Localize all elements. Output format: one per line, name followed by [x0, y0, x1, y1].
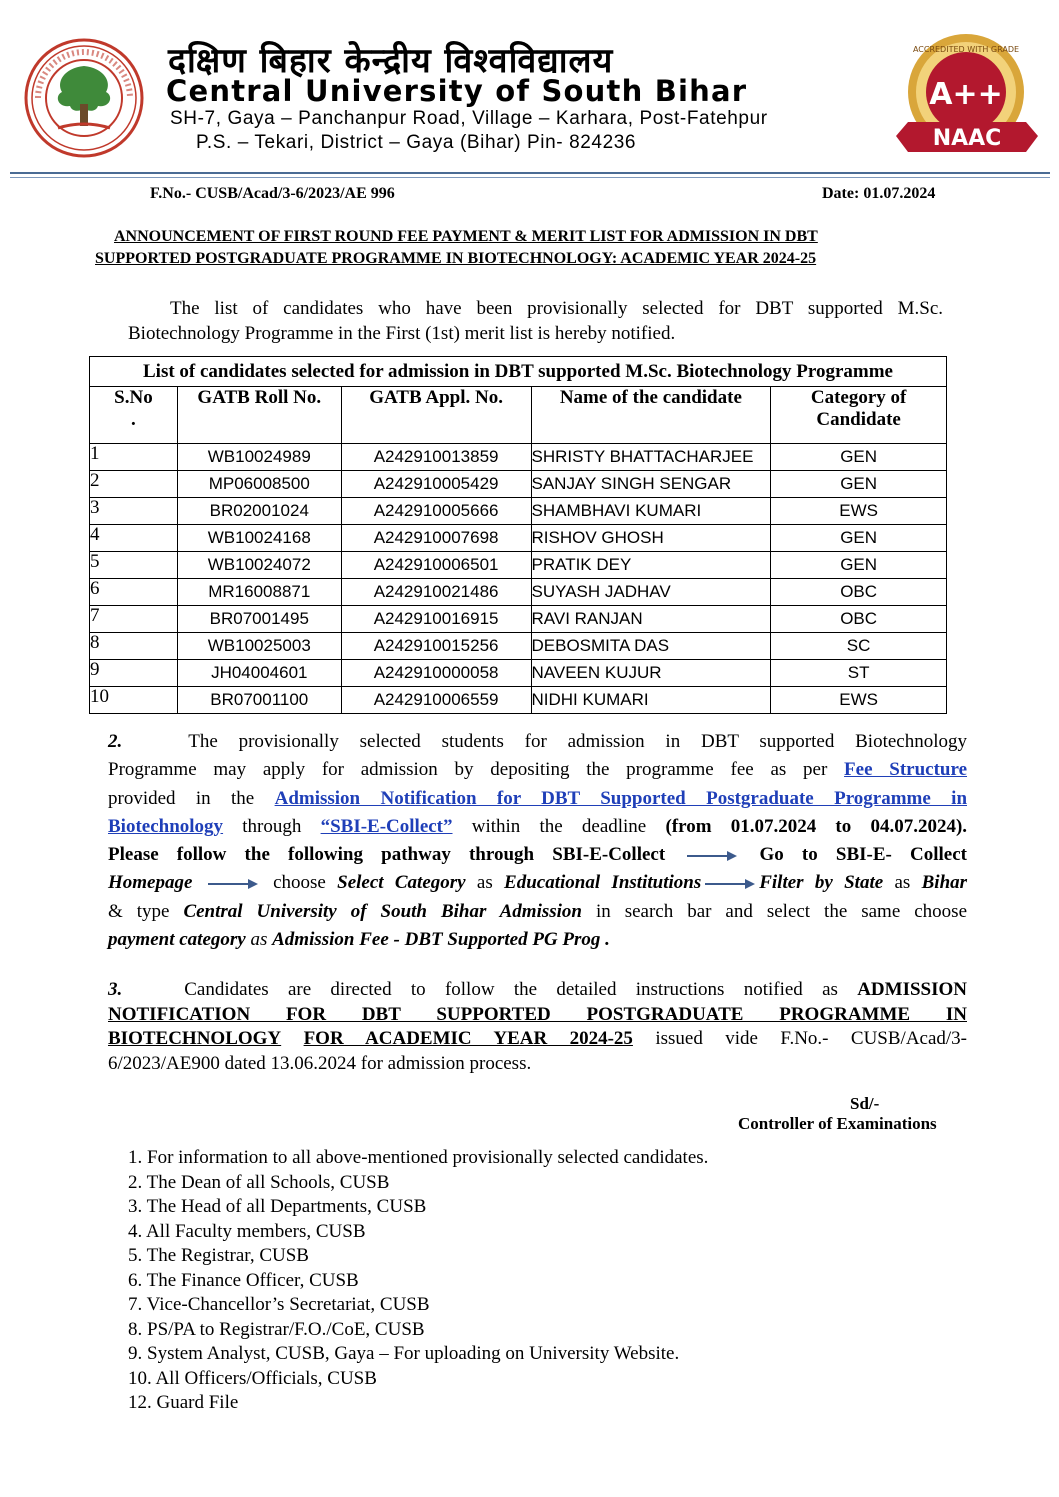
cell-roll-no: WB10024989: [177, 444, 341, 471]
cell-candidate-name: DEBOSMITA DAS: [531, 633, 771, 660]
cell-sno: 10: [90, 687, 178, 714]
sbi-e-collect-link[interactable]: “SBI-E-Collect”: [320, 815, 453, 837]
table-row: [90, 498, 947, 525]
arrow-right-icon: [705, 878, 755, 890]
instructions-paragraph: 3. Candidates are directed to follow the detailed instructions notified as ADMISSION NOTIFICATION FOR DBT SUPPORTED POSTGRADUATE PROGRAMME IN BIOTECHNOLOGY FOR ACADEMIC YEAR 2024-25 issued vide F.No.- CUSB/Acad/3- 6/2023/AE900 dated 13.06.2024 for admission process.: [108, 979, 968, 1074]
table-row: [90, 606, 947, 633]
cell-appl-no: A242910006501: [341, 552, 531, 579]
signature-sd: Sd/-: [850, 1094, 880, 1113]
cell-category: OBC: [771, 606, 947, 633]
cell-appl-no: A242910013859: [341, 444, 531, 471]
candidate-merit-table: [89, 356, 947, 714]
intro-line-2: Biotechnology Programme in the First (1st) merit list is hereby notified.: [128, 323, 676, 344]
cell-sno: 5: [90, 552, 178, 579]
cell-roll-no: JH04004601: [177, 660, 341, 687]
announcement-title-line-2: SUPPORTED POSTGRADUATE PROGRAMME IN BIOTECHNOLOGY: ACADEMIC YEAR 2024-25: [95, 250, 817, 267]
cell-sno: 3: [90, 498, 178, 525]
admission-notification-link-cont[interactable]: Biotechnology: [108, 815, 224, 837]
cell-appl-no: A242910005429: [341, 471, 531, 498]
document-date: Date: 01.07.2024: [822, 185, 936, 202]
cell-appl-no: A242910021486: [341, 579, 531, 606]
university-name-english: Central University of South Bihar: [166, 74, 748, 108]
table-row: [90, 525, 947, 552]
cell-appl-no: A242910005666: [341, 498, 531, 525]
fee-structure-link[interactable]: Fee Structure: [844, 759, 968, 781]
table-caption: List of candidates selected for admission in DBT supported M.Sc. Biotechnology Programme: [90, 357, 947, 387]
distribution-item: 5. The Registrar, CUSB: [128, 1245, 309, 1266]
para2-number: 2.: [108, 731, 123, 752]
header-roll-no: GATB Roll No.: [177, 387, 341, 444]
cell-roll-no: BR07001495: [177, 606, 341, 633]
header-sno: S.No .: [90, 387, 178, 444]
table-row: [90, 552, 947, 579]
table-row: [90, 579, 947, 606]
cell-candidate-name: SUYASH JADHAV: [531, 579, 771, 606]
university-name-hindi: दक्षिण बिहार केन्द्रीय विश्वविद्यालय: [168, 41, 614, 81]
cell-appl-no: A242910015256: [341, 633, 531, 660]
table-row: [90, 471, 947, 498]
cell-roll-no: WB10024168: [177, 525, 341, 552]
cell-sno: 9: [90, 660, 178, 687]
distribution-item: 2. The Dean of all Schools, CUSB: [128, 1171, 390, 1193]
table-header-row: [90, 387, 947, 444]
cell-category: GEN: [771, 525, 947, 552]
cell-candidate-name: PRATIK DEY: [531, 552, 771, 579]
intro-paragraph: [128, 296, 943, 346]
table-row: [90, 633, 947, 660]
naac-ring-text: ACCREDITED WITH GRADE: [912, 45, 1020, 54]
distribution-list: [128, 1146, 708, 1416]
cell-appl-no: A242910006559: [341, 687, 531, 714]
cell-candidate-name: SHAMBHAVI KUMARI: [531, 498, 771, 525]
cell-sno: 4: [90, 525, 178, 552]
university-seal-logo: [24, 38, 144, 158]
naac-accreditation-badge: [888, 30, 1050, 165]
cell-category: GEN: [771, 552, 947, 579]
cell-category: GEN: [771, 471, 947, 498]
distribution-item: 12. Guard File: [128, 1392, 239, 1413]
cell-sno: 1: [90, 444, 178, 471]
distribution-item: 8. PS/PA to Registrar/F.O./CoE, CUSB: [128, 1318, 425, 1340]
cell-candidate-name: SHRISTY BHATTACHARJEE: [531, 444, 771, 471]
arrow-right-icon: [687, 850, 737, 862]
cell-roll-no: BR02001024: [177, 498, 341, 525]
cell-appl-no: A242910016915: [341, 606, 531, 633]
distribution-item: 4. All Faculty members, CUSB: [128, 1220, 366, 1242]
header-appl-no: GATB Appl. No.: [341, 387, 531, 444]
arrow-right-icon: [208, 878, 258, 890]
cell-candidate-name: NAVEEN KUJUR: [531, 660, 771, 687]
cell-category: ST: [771, 660, 947, 687]
cell-candidate-name: RAVI RANJAN: [531, 606, 771, 633]
cell-sno: 6: [90, 579, 178, 606]
cell-appl-no: A242910000058: [341, 660, 531, 687]
naac-label: NAAC: [932, 126, 1002, 151]
announcement-title-line-1: ANNOUNCEMENT OF FIRST ROUND FEE PAYMENT & MERIT LIST FOR ADMISSION IN DBT: [114, 228, 818, 245]
table-row: [90, 660, 947, 687]
para3-number: 3.: [108, 979, 123, 1000]
cell-roll-no: WB10025003: [177, 633, 341, 660]
header-candidate-name: Name of the candidate: [531, 387, 771, 444]
distribution-item: 9. System Analyst, CUSB, Gaya – For uploading on University Website.: [128, 1343, 680, 1364]
table-row: [90, 687, 947, 714]
admission-notification-link[interactable]: Admission Notification for DBT Supported Postgraduate Programme in: [274, 787, 968, 809]
cell-roll-no: MP06008500: [177, 471, 341, 498]
distribution-item: 7. Vice-Chancellor’s Secretariat, CUSB: [128, 1294, 430, 1315]
distribution-item: 6. The Finance Officer, CUSB: [128, 1269, 359, 1291]
intro-line-1: The list of candidates who have been provisionally selected for DBT supported M.Sc.: [170, 298, 943, 319]
fee-payment-paragraph: 2. The provisionally selected students for admission in DBT supported Biotechnology Programme may apply for admission by depositing the programme fee as per Fee Structure provided in the Admission Notification for DBT Supported Postgraduate Programme in Biotechnology through “SBI-E-Collect” within the deadline (from 01.07.2024 to 04.07.2024). Please follow the following pathway through SBI-E-Collect Go to SBI-E- Collect Homepage choose Select Category as Educational Institutions Filter by State as Bihar & type Central University of South Bihar Admission in search bar and select the same choose payment category as Admission Fee - DBT Supported PG Prog .: [108, 731, 968, 951]
distribution-item: 3. The Head of all Departments, CUSB: [128, 1196, 427, 1217]
cell-roll-no: WB10024072: [177, 552, 341, 579]
cell-category: GEN: [771, 444, 947, 471]
cell-sno: 7: [90, 606, 178, 633]
header-divider-thin: [10, 177, 1050, 178]
file-number: F.No.- CUSB/Acad/3-6/2023/AE 996: [150, 185, 395, 202]
cell-category: SC: [771, 633, 947, 660]
address-line-1: SH-7, Gaya – Panchanpur Road, Village – Karhara, Post-Fatehpur: [170, 108, 768, 129]
cell-candidate-name: SANJAY SINGH SENGAR: [531, 471, 771, 498]
cell-roll-no: MR16008871: [177, 579, 341, 606]
header-divider: [10, 172, 1050, 174]
header-category: Category of Candidate: [771, 387, 947, 444]
table-row: [90, 444, 947, 471]
cell-sno: 8: [90, 633, 178, 660]
cell-sno: 2: [90, 471, 178, 498]
signatory-designation: Controller of Examinations: [738, 1114, 937, 1133]
distribution-item: 10. All Officers/Officials, CUSB: [128, 1367, 377, 1389]
address-line-2: P.S. – Tekari, District – Gaya (Bihar) Pin- 824236: [196, 132, 637, 153]
naac-grade: A++: [929, 77, 1003, 112]
cell-roll-no: BR07001100: [177, 687, 341, 714]
cell-candidate-name: RISHOV GHOSH: [531, 525, 771, 552]
cell-appl-no: A242910007698: [341, 525, 531, 552]
cell-candidate-name: NIDHI KUMARI: [531, 687, 771, 714]
distribution-item: 1. For information to all above-mentioned provisionally selected candidates.: [128, 1147, 709, 1168]
cell-category: EWS: [771, 498, 947, 525]
cell-category: OBC: [771, 579, 947, 606]
cell-category: EWS: [771, 687, 947, 714]
